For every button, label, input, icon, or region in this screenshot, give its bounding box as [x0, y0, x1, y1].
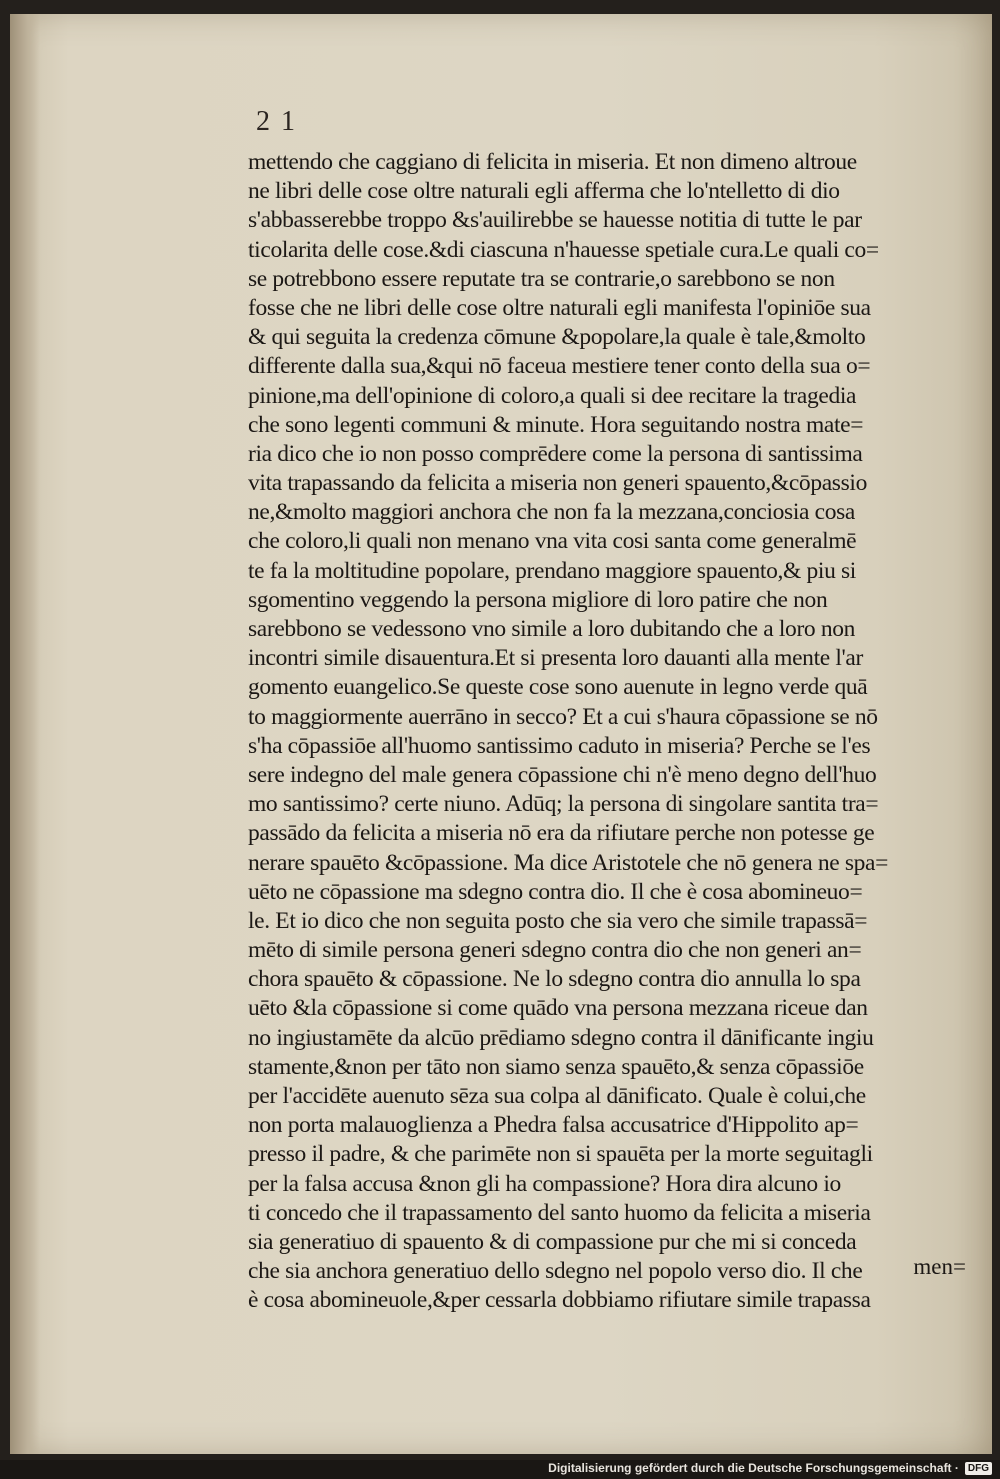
text-line: ne libri delle cose oltre naturali egli afferma che lo'ntelletto di dio — [248, 178, 840, 205]
text-line: ne,&molto maggiori anchora che non fa la mezzana,conciosia cosa — [248, 499, 855, 526]
text-line: è cosa abomineuole,&per cessarla dobbiamo rifiutare simile trapassa — [248, 1287, 871, 1314]
text-line: le. Et io dico che non seguita posto che sia vero che simile trapassā= — [248, 907, 868, 934]
text-line: ticolarita delle cose.&di ciascuna n'hauesse spetiale cura.Le quali co= — [248, 236, 879, 263]
text-line: mettendo che caggiano di felicita in miseria. Et non dimeno altroue — [248, 149, 857, 175]
text-line: sia generatiuo di spauento & di compassione pur che mi si conceda — [248, 1228, 857, 1255]
text-line: & qui seguita la credenza cōmune &popolare,la quale è tale,&molto — [248, 324, 866, 351]
text-line: fosse che ne libri delle cose oltre naturali egli manifesta l'opiniōe sua — [248, 294, 871, 321]
text-line: incontri simile disauentura.Et si presenta loro dauanti alla mente l'ar — [248, 645, 863, 672]
text-line: sgomentino veggendo la persona migliore di loro patire che non — [248, 586, 828, 613]
text-line: per l'accidēte auenuto sēza sua colpa al dānificato. Quale è colui,che — [248, 1083, 866, 1109]
text-line: differente dalla sua,&qui nō faceua mestiere tener conto della sua o= — [248, 353, 871, 380]
text-line: stamente,&non per tāto non siamo senza spauēto,& senza cōpassiōe — [248, 1053, 864, 1080]
digitization-credit — [548, 1458, 992, 1479]
text-line: no ingiustamēte da alcūo prēdiamo sdegno contra il dānificante ingiu — [248, 1024, 874, 1051]
text-line: che sia anchora generatiuo dello sdegno nel popolo verso dio. Il che — [248, 1258, 863, 1285]
text-line: presso il padre, & che parimēte non si spauēta per la morte seguitagli — [248, 1141, 873, 1168]
text-line: ria dico che io non posso comprēdere come la persona di santissima — [248, 440, 863, 467]
text-line: gomento euangelico.Se queste cose sono auenute in legno verde quā — [248, 674, 868, 701]
dfg-logo-icon: DFG — [965, 1462, 992, 1475]
text-line: pinione,ma dell'opinione di coloro,a quali si dee recitare la tragedia — [248, 382, 857, 409]
credit-text: Digitalisierung gefördert durch die Deutsche Forschungsgemeinschaft · — [548, 1461, 959, 1475]
folio-mark: 2 1 — [256, 106, 297, 137]
text-line: s'abbasserebbe troppo &s'auilirebbe se hauesse notitia di tutte le par — [248, 207, 862, 234]
text-line: non porta malauoglienza a Phedra falsa accusatrice d'Hippolito ap= — [248, 1112, 859, 1139]
text-line: sarebbono se vedessono vno simile a loro dubitando che a loro non — [248, 616, 856, 642]
text-line: mēto di simile persona generi sdegno contra dio che non generi an= — [248, 937, 862, 964]
catchword: men= — [913, 1254, 966, 1279]
text-line: che sono legenti communi & minute. Hora seguitando nostra mate= — [248, 411, 864, 438]
text-line: uēto &la cōpassione si come quādo vna persona mezzana riceue dan — [248, 995, 868, 1022]
text-line: ti concedo che il trapassamento del santo huomo da felicita a miseria — [248, 1199, 871, 1226]
text-line: che coloro,li quali non menano vna vita cosi santa come generalmē — [248, 528, 857, 555]
text-line: chora spauēto & cōpassione. Ne lo sdegno contra dio annulla lo spa — [248, 966, 861, 993]
text-line: sere indegno del male genera cōpassione chi n'è meno degno dell'huo — [248, 761, 877, 788]
text-line: vita trapassando da felicita a miseria non generi spauento,&cōpassio — [248, 470, 867, 497]
text-line: uēto ne cōpassione ma sdegno contra dio. Il che è cosa abomineuo= — [248, 878, 863, 905]
text-block — [248, 148, 972, 1316]
text-line: te fa la moltitudine popolare, prendano maggiore spauento,& piu si — [248, 557, 856, 584]
page-gutter-shadow — [10, 14, 40, 1454]
text-line: se potrebbono essere reputate tra se contrarie,o sarebbono se non — [248, 265, 835, 292]
text-line: passādo da felicita a miseria nō era da rifiutare perche non potesse ge — [248, 820, 875, 847]
text-line: mo santissimo? certe niuno. Adūq; la persona di singolare santita tra= — [248, 791, 879, 818]
text-line: nerare spauēto &cōpassione. Ma dice Aristotele che nō genera ne spa= — [248, 849, 889, 876]
text-line: s'ha cōpassiōe all'huomo santissimo caduto in miseria? Perche se l'es — [248, 732, 871, 759]
text-line: per la falsa accusa &non gli ha compassione? Hora dira alcuno io — [248, 1170, 841, 1197]
text-line: to maggiormente auerrāno in secco? Et a cui s'haura cōpassione se nō — [248, 703, 878, 730]
